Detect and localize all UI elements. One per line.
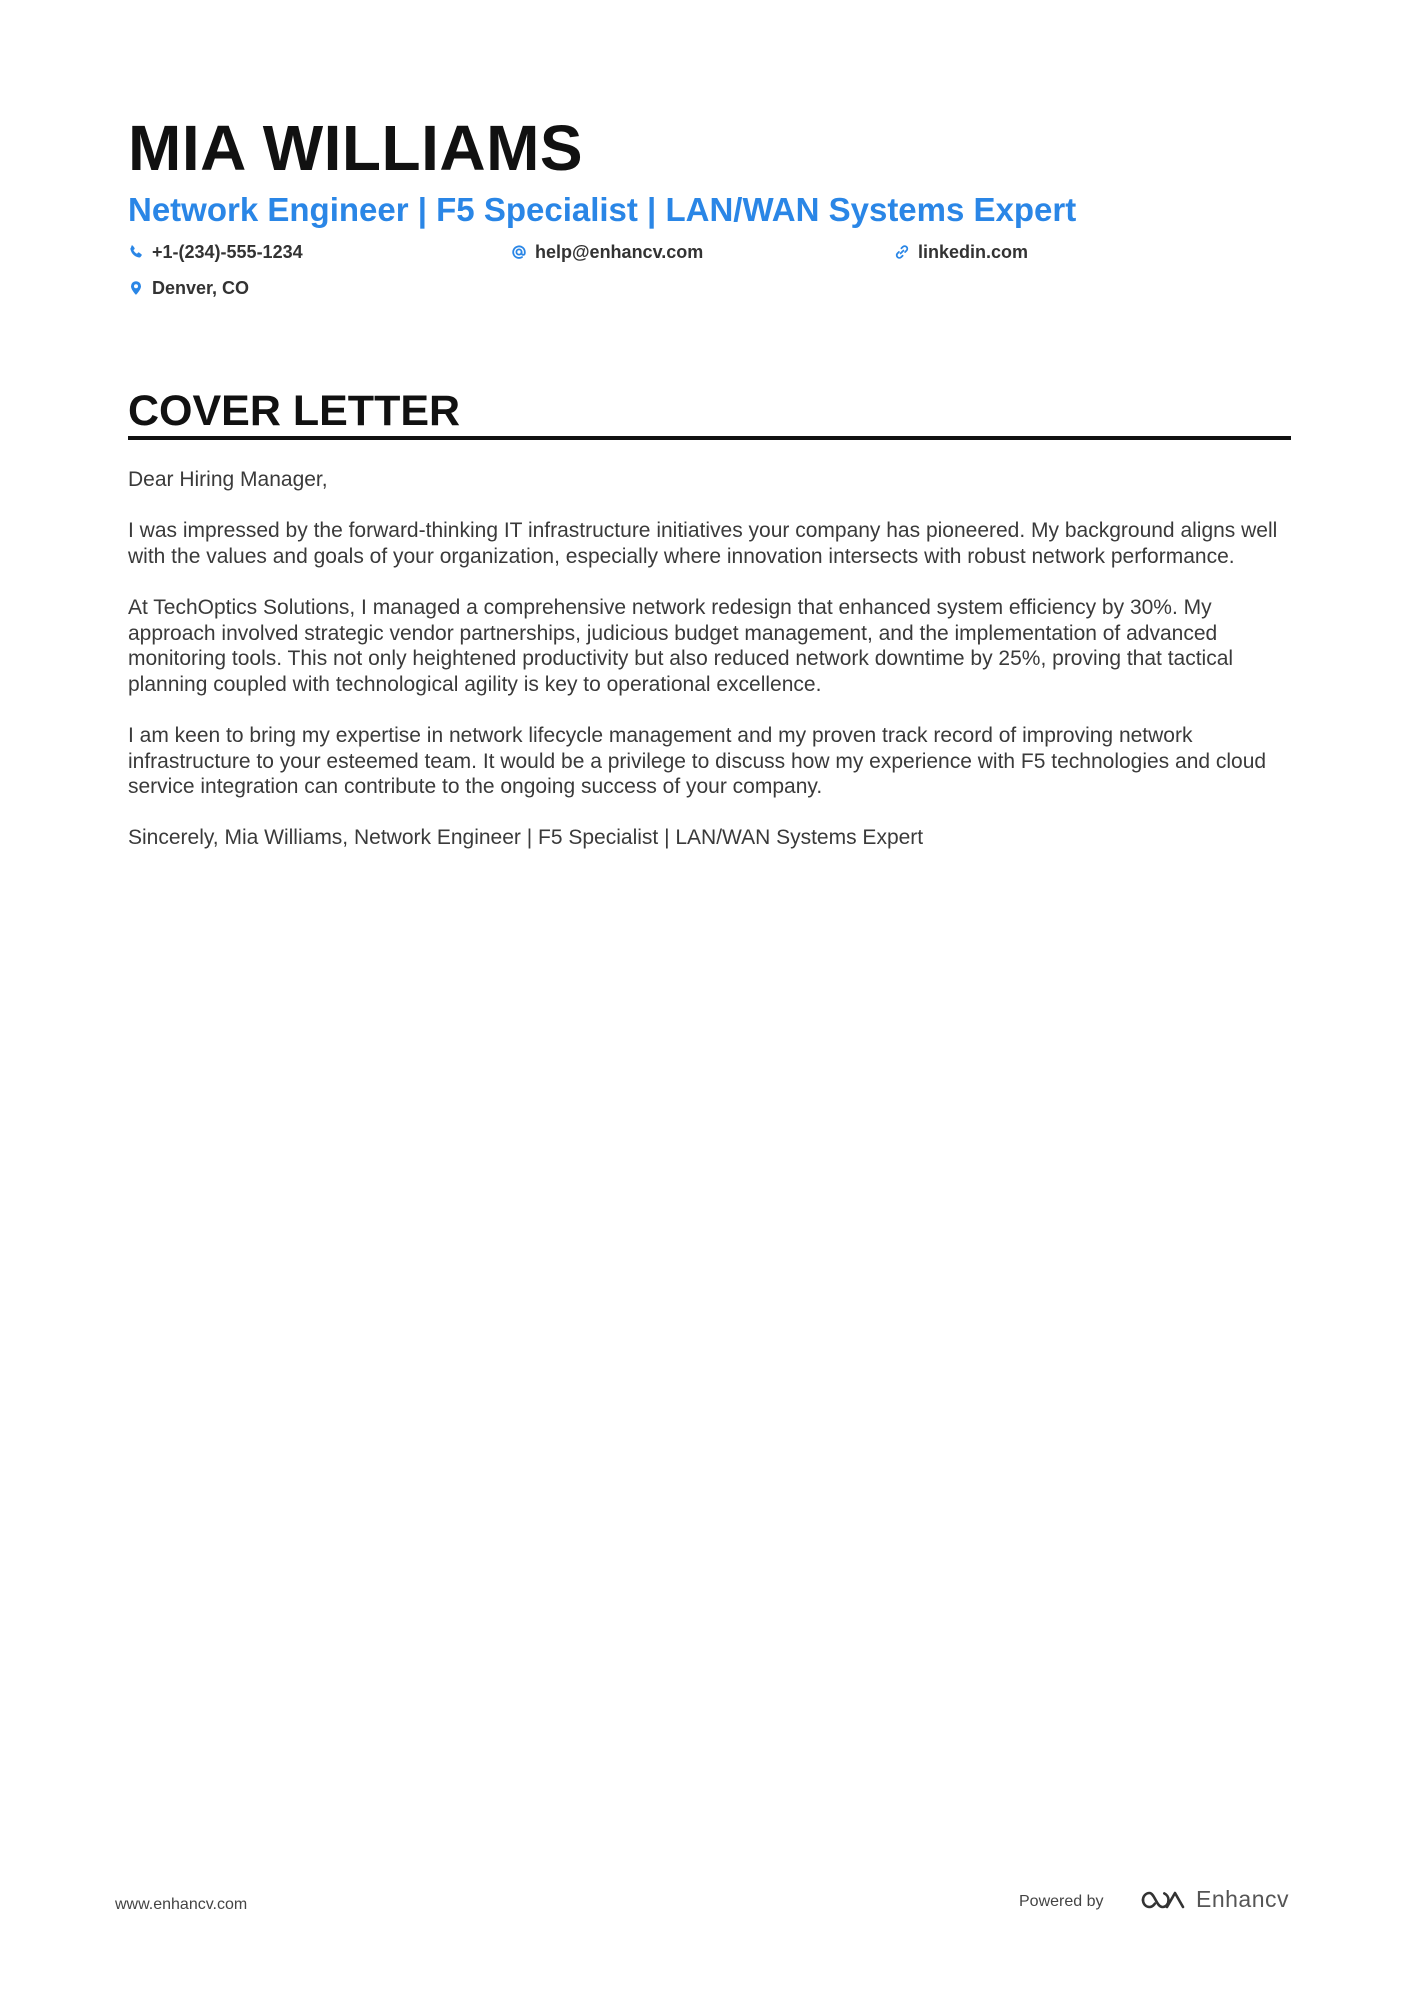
letter-paragraph-3: I am keen to bring my expertise in network lifecycle management and my proven track record of improving network infrastructure to your esteemed team. It would be a privilege to discuss how my experience with F5 technologies and cloud service integration can contribute to the ongoing success of your company. <box>128 723 1267 799</box>
contact-phone <box>128 240 303 264</box>
brand-name: Enhancv <box>1196 1886 1290 1912</box>
email-text[interactable]: help@enhancv.com <box>535 242 704 262</box>
contact-website[interactable] <box>894 240 1028 264</box>
letter-body <box>128 467 1293 877</box>
footer-url[interactable]: www.enhancv.com <box>115 1896 248 1913</box>
location-pin-icon <box>128 280 144 296</box>
brand-logo[interactable] <box>1140 1886 1289 1913</box>
phone-text: +1-(234)-555-1234 <box>152 242 303 262</box>
website-text[interactable]: linkedin.com <box>918 242 1029 262</box>
section-divider <box>128 436 1291 440</box>
section-title: COVER LETTER <box>128 387 461 435</box>
salutation: Dear Hiring Manager, <box>128 468 328 491</box>
location-text: Denver, CO <box>152 278 250 298</box>
letter-paragraph-1: I was impressed by the forward-thinking IT infrastructure initiatives your company has pioneered. My background aligns well with the values and goals of your organization, especially where innovation intersects with robust network performance. <box>128 519 1278 568</box>
powered-by-label: Powered by <box>1019 1893 1104 1910</box>
candidate-name: MIA WILLIAMS <box>128 112 584 184</box>
at-icon <box>511 244 527 260</box>
phone-icon <box>128 244 144 260</box>
contact-email[interactable] <box>511 240 703 264</box>
letter-paragraph-2: At TechOptics Solutions, I managed a comprehensive network redesign that enhanced system efficiency by 30%. My approach involved strategic vendor partnerships, judicious budget management, and the implementation of advanced monitoring tools. This not only heightened productivity but also reduced network downtime by 25%, proving that tactical planning coupled with technological agility is key to operational excellence. <box>128 595 1234 696</box>
link-icon <box>894 244 910 260</box>
candidate-headline: Network Engineer | F5 Specialist | LAN/WAN Systems Expert <box>128 191 1077 228</box>
enhancv-logo-icon <box>1140 1887 1186 1913</box>
contact-location <box>128 276 249 300</box>
closing-signature: Sincerely, Mia Williams, Network Engineer | F5 Specialist | LAN/WAN Systems Expert <box>128 826 924 850</box>
